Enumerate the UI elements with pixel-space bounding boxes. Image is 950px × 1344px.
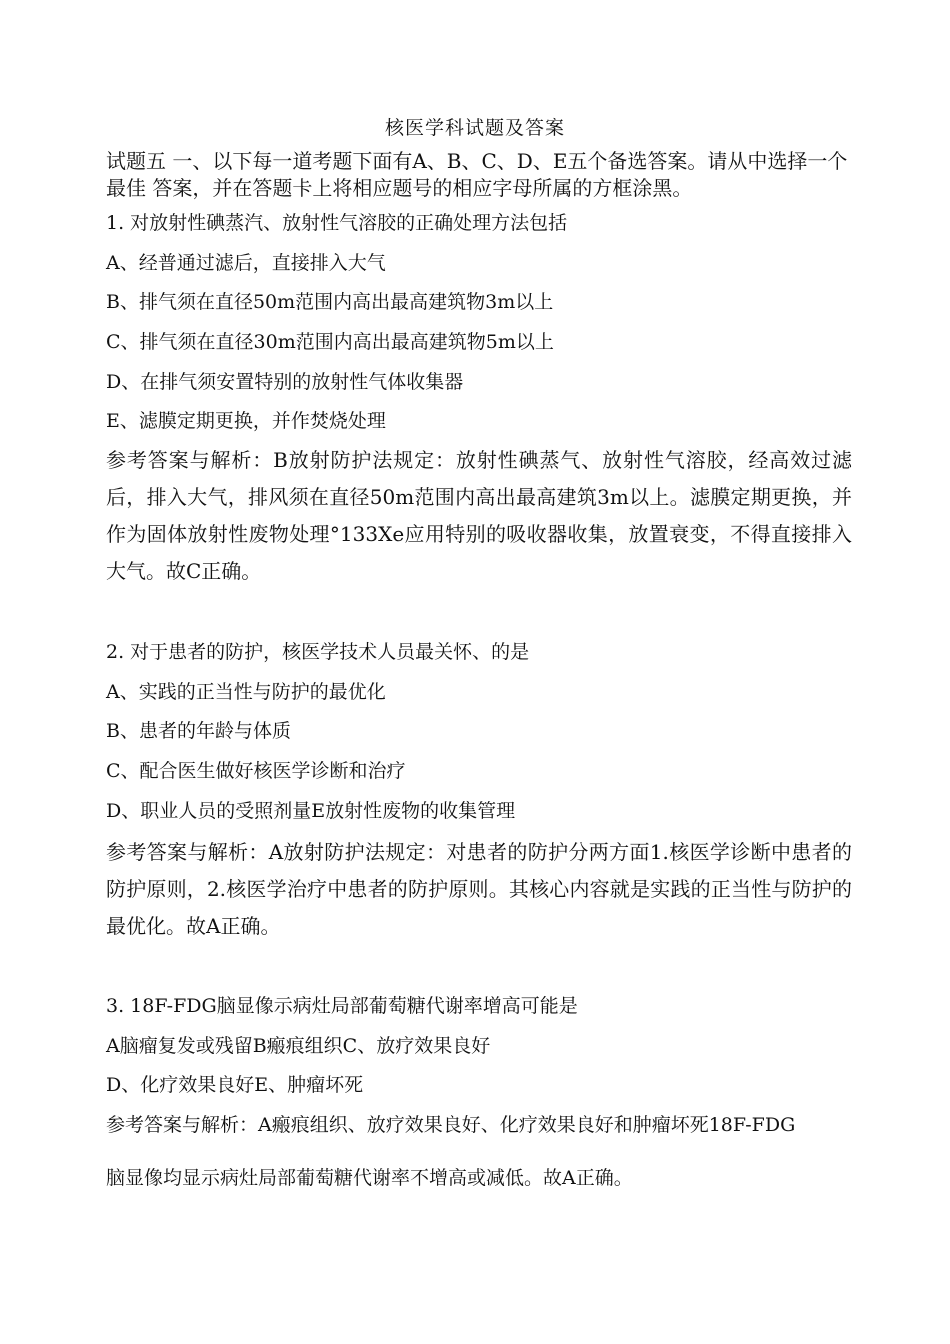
question-3-stem: 3. 18F-FDG脑显像示病灶局部葡萄糖代谢率增高可能是 bbox=[106, 995, 578, 1017]
question-1-option-d: D、在排气须安置特别的放射性气体收集器 bbox=[106, 371, 464, 393]
question-3-answer-line-2: 脑显像均显示病灶局部葡萄糖代谢率不增高或减低。故A正确。 bbox=[106, 1167, 633, 1189]
question-2-stem: 2. 对于患者的防护，核医学技术人员最关怀、的是 bbox=[106, 641, 530, 663]
question-2-option-c: C、配合医生做好核医学诊断和治疗 bbox=[106, 760, 406, 782]
question-1-stem: 1. 对放射性碘蒸汽、放射性气溶胶的正确处理方法包括 bbox=[106, 212, 568, 234]
question-3-options-d-e: D、化疗效果良好E、肿瘤坏死 bbox=[106, 1074, 364, 1096]
question-2-option-b: B、患者的年龄与体质 bbox=[106, 720, 291, 742]
question-1-option-a: A、经普通过滤后，直接排入大气 bbox=[106, 252, 386, 274]
question-2-answer-explanation: 参考答案与解析：A放射防护法规定：对患者的防护分两方面1.核医学诊断中患者的防护原则，2.核医学治疗中患者的防护原则。其核心内容就是实践的正当性与防护的最优化。故A正确。 bbox=[106, 840, 852, 938]
question-1-option-b: B、排气须在直径50m范围内高出最高建筑物3m以上 bbox=[106, 291, 554, 313]
question-2-option-a: A、实践的正当性与防护的最优化 bbox=[106, 681, 386, 703]
question-3-answer-line-1: 参考答案与解析：A瘢痕组织、放疗效果良好、化疗效果良好和肿瘤坏死18F-FDG bbox=[106, 1114, 796, 1136]
question-3-options-a-b-c: A脑瘤复发或残留B瘢痕组织C、放疗效果良好 bbox=[106, 1035, 491, 1057]
exam-instructions: 试题五 一、以下每一道考题下面有A、B、C、D、E五个备选答案。请从中选择一个最佳 答案，并在答题卡上将相应题号的相应字母所属的方框涂黑。 bbox=[106, 149, 848, 200]
question-1-option-c: C、排气须在直径30m范围内高出最高建筑物5m以上 bbox=[106, 331, 554, 353]
question-1-answer-explanation: 参考答案与解析：B放射防护法规定：放射性碘蒸气、放射性气溶胶，经高效过滤后，排入大气，排风须在直径50m范围内高出最高建筑3m以上。滤膜定期更换，并作为固体放射性废物处理°133Xe应用特别的吸收器收集，放置衰变，不得直接排入大气。故C正确。 bbox=[106, 448, 852, 583]
question-1-option-e: E、滤膜定期更换，并作焚烧处理 bbox=[106, 410, 386, 432]
document-title: 核医学科试题及答案 bbox=[384, 117, 565, 139]
question-2-option-d-e: D、职业人员的受照剂量E放射性废物的收集管理 bbox=[106, 800, 516, 822]
